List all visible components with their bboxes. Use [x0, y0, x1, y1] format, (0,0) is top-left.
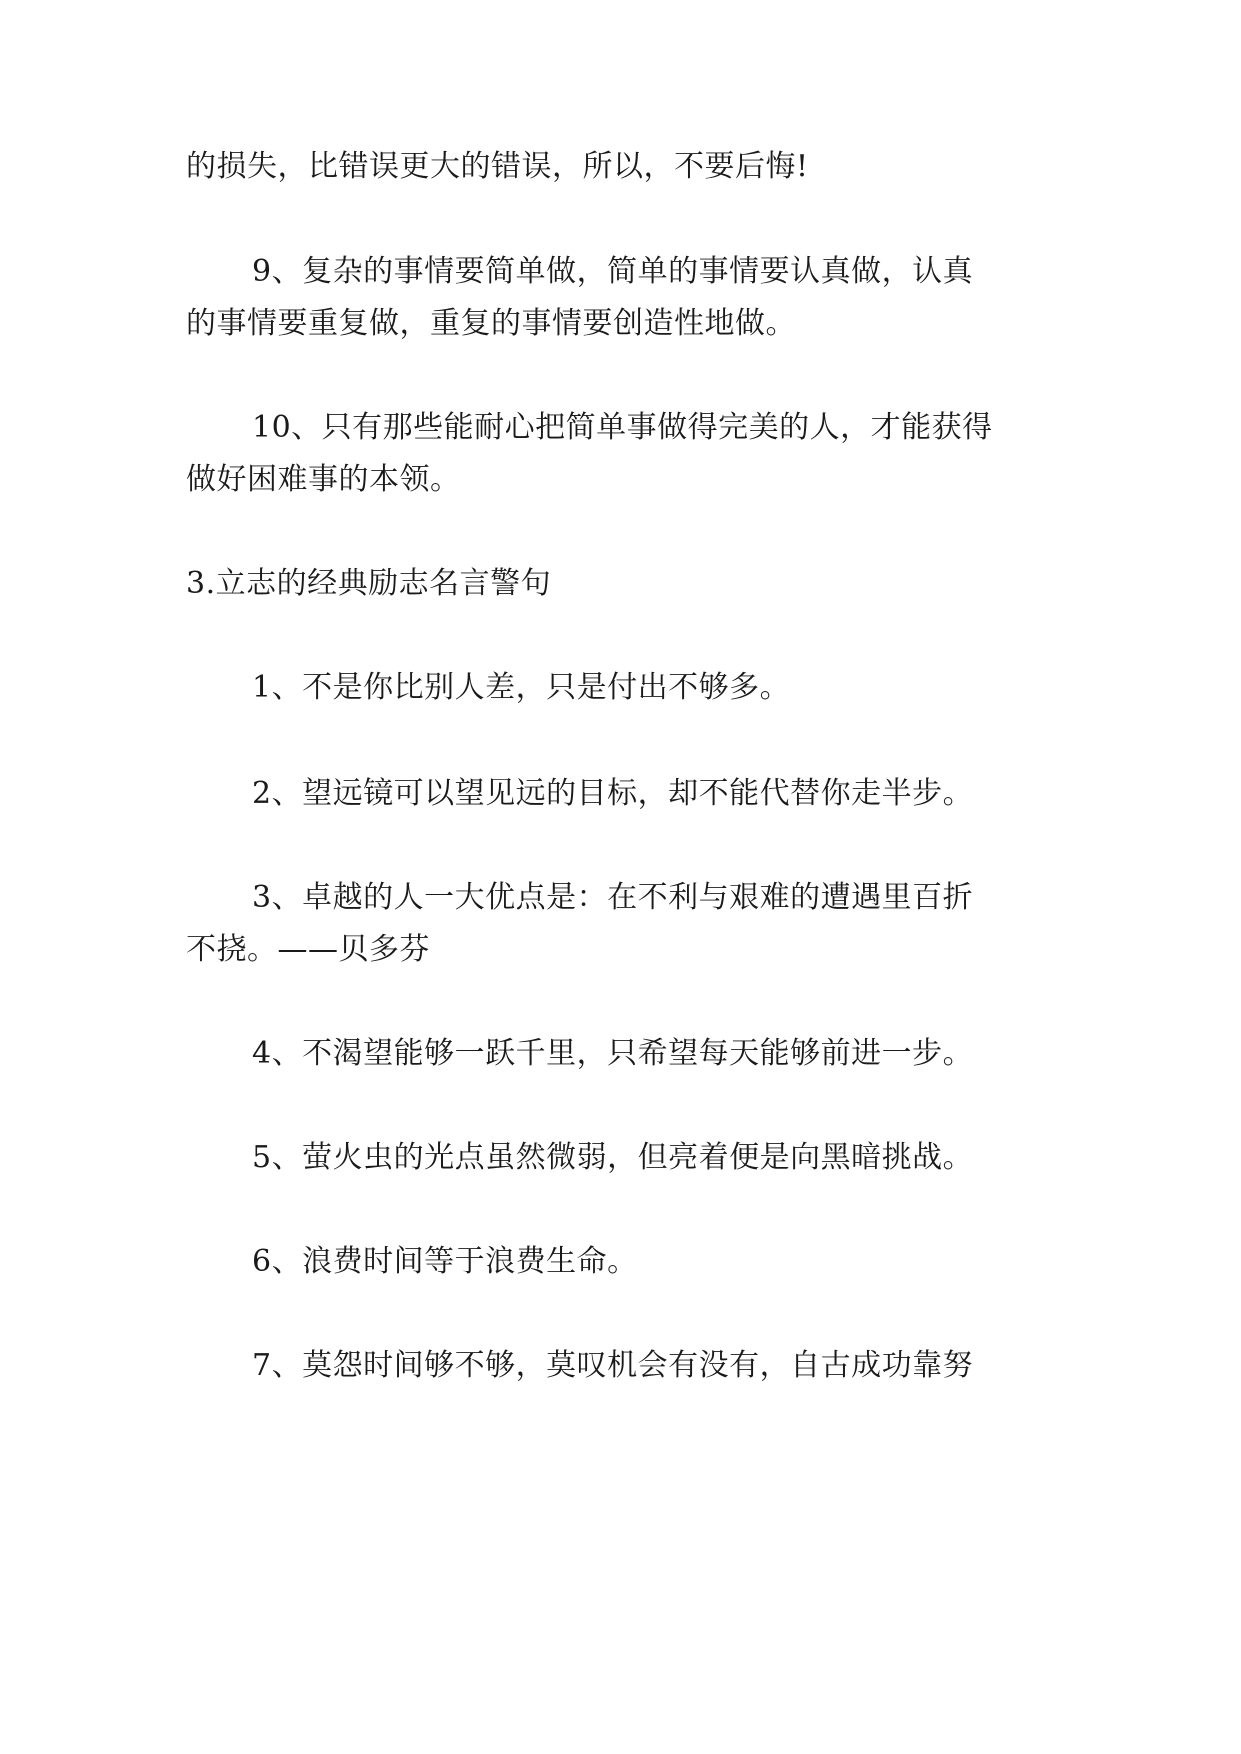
quote-line: 不挠。——贝多芬 — [186, 932, 430, 967]
paragraph-line: 9、复杂的事情要简单做，简单的事情要认真做，认真 — [252, 254, 974, 289]
paragraph-line: 的事情要重复做，重复的事情要创造性地做。 — [186, 306, 796, 341]
paragraph-line: 的损失，比错误更大的错误，所以，不要后悔! — [186, 149, 809, 184]
quote-line: 5、萤火虫的光点虽然微弱，但亮着便是向黑暗挑战。 — [252, 1140, 974, 1175]
paragraph-line: 10、只有那些能耐心把简单事做得完美的人，才能获得 — [252, 410, 993, 445]
quote-line: 7、莫怨时间够不够，莫叹机会有没有，自古成功靠努 — [252, 1348, 974, 1383]
section-heading: 3.立志的经典励志名言警句 — [186, 566, 552, 601]
paragraph-line: 做好困难事的本领。 — [186, 462, 461, 497]
quote-line: 6、浪费时间等于浪费生命。 — [252, 1244, 638, 1279]
quote-line: 2、望远镜可以望见远的目标，却不能代替你走半步。 — [252, 776, 974, 811]
quote-line: 1、不是你比别人差，只是付出不够多。 — [252, 670, 791, 705]
quote-line: 4、不渴望能够一跃千里，只希望每天能够前进一步。 — [252, 1036, 974, 1071]
quote-line: 3、卓越的人一大优点是：在不利与艰难的遭遇里百折 — [252, 880, 974, 915]
